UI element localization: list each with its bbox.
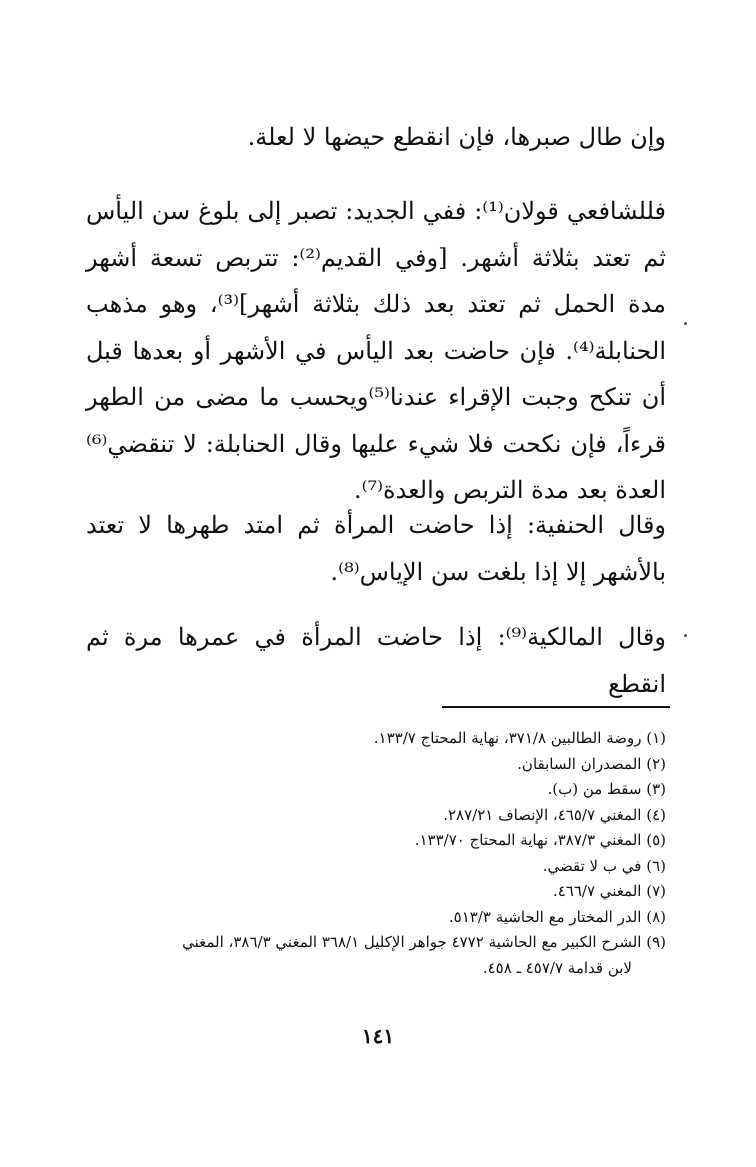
footnote-1: (١) روضة الطالبين ٣٧١/٨، نهاية المحتاج ١٣٣/٧. (373, 729, 666, 747)
footnote-separator (442, 706, 670, 708)
footnote-3: (٣) سقط من (ب). (547, 780, 666, 798)
footnote-9-continuation: لابن قدامة ٤٥٧/٧ ـ ٤٥٨. (482, 958, 632, 977)
footnote-8: (٨) الدر المختار مع الحاشية ٥١٣/٣. (448, 907, 666, 926)
footnote-6: (٦) في ب لا تقضي. (542, 856, 666, 875)
paragraph-3: وقال الحنفية: إذا حاضت المرأة ثم امتد طهرها لا تعتد بالأشهر إلا إذا بلغت سن الإياس⁽⁸⁾. (86, 511, 667, 586)
footnote-7: (٧) المغني ٤٦٦/٧. (552, 882, 666, 900)
footnotes (86, 726, 666, 981)
footnote-9: (٩) الشرح الكبير مع الحاشية ٤٧٧٢ جواهر الإكليل ٣٦٨/١ المغني ٣٨٦/٣، المغني (182, 933, 666, 951)
paragraph-2: فللشافعي قولان⁽¹⁾: ففي الجديد: تصبر إلى بلوغ سن اليأس ثم تعتد بثلاثة أشهر. [وفي القديم⁽²⁾: تتربص تسعة أشهر مدة الحمل ثم تعتد بعد ذلك بثلاثة أشهر]⁽³⁾، وهو مذهب الحنابلة⁽⁴⁾. فإن حاضت بعد اليأس في الأشهر أو بعدها قبل أن تنكح وجبت الإقراء عندنا⁽⁵⁾ويحسب ما مضى من الطهر قرءاً، فإن نكحت فلا شيء عليها وقال الحنابلة: لا تنقضي⁽⁶⁾ العدة بعد مدة التربص والعدة⁽⁷⁾. (86, 197, 667, 504)
footnote-4: (٤) المغني ٤٦٥/٧، الإنصاف ٢٨٧/٢١. (443, 805, 666, 824)
footnote-5: (٥) المغني ٣٨٧/٣، نهاية المحتاج ١٣٣/٧٠. (414, 831, 666, 849)
margin-mark (684, 634, 687, 637)
page-number: ١٤١ (361, 1024, 395, 1048)
paragraph-1: وإن طال صبرها، فإن انقطع حيضها لا لعلة. (247, 123, 666, 151)
footnote-2: (٢) المصدران السابقان. (517, 754, 666, 773)
paragraph-4: وقال المالكية⁽⁹⁾: إذا حاضت المرأة في عمرها مرة ثم انقطع (86, 623, 666, 698)
margin-mark (684, 322, 687, 325)
